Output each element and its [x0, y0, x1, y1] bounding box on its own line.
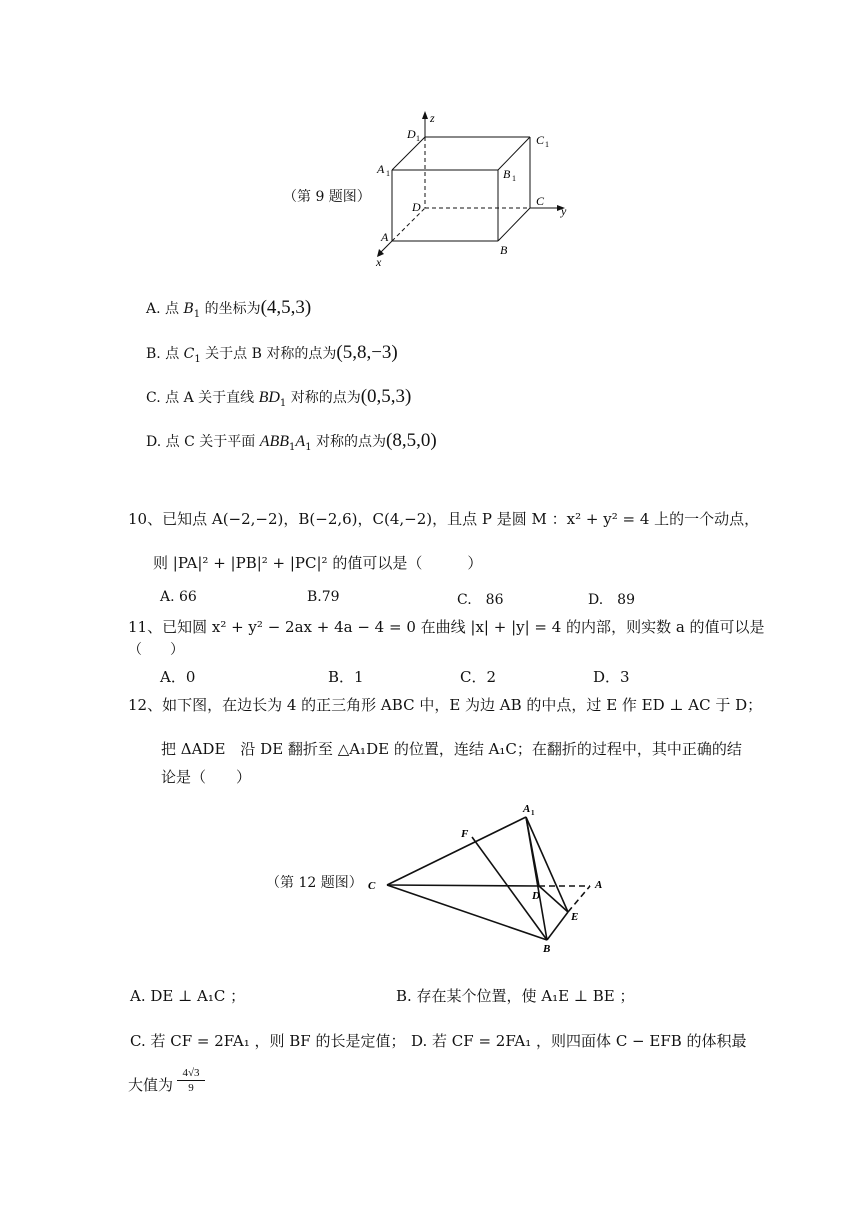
axis-x-label: x — [376, 255, 382, 269]
q12-option-d: D. 若 CF = 2FA₁ ，则四面体 C − EFB 的体积最 — [411, 1032, 747, 1050]
fraction-denominator: 9 — [188, 1082, 194, 1094]
label-A1-sub: 1 — [531, 809, 535, 817]
q9-option-a: A. 点 $B_1$ 的坐标为(4,5,3) — [146, 297, 312, 320]
q10-stem-line1: 10、已知点 A(−2,−2)，B(−2,6)，C(4,−2)，且点 P 是圆 M ：x² + y² = 4 上的一个动点， — [128, 510, 760, 528]
axis-z-label: z — [430, 111, 435, 125]
label-A1-sub: 1 — [386, 169, 390, 178]
q9-option-d: D. 点 C 关于平面 $ABB_1A_1$ 对称的点为(8,5,0) — [146, 430, 437, 453]
label-C: C — [536, 194, 545, 208]
label-A1: A — [377, 162, 385, 176]
q12-stem-line2: 把 ΔADE 沿 DE 翻折至 △A₁DE 的位置，连结 A₁C；在翻折的过程中，其中正确的结 — [161, 740, 742, 758]
q12-option-d-cont: 大值为 — [128, 1076, 174, 1094]
q9-option-b: B. 点 $C_1$ 关于点 B 对称的点为(5,8,−3) — [146, 342, 398, 365]
label-A: A — [595, 879, 603, 891]
label-D1-sub: 1 — [416, 134, 420, 143]
q12-figure-caption: （第 12 题图） — [266, 875, 363, 891]
q9-cuboid-figure — [360, 108, 600, 273]
label-B1-sub: 1 — [512, 174, 516, 183]
q11-stem-line2: （ ） — [128, 642, 184, 658]
label-E: E — [571, 911, 579, 923]
q9-figure-caption: （第 9 题图） — [283, 189, 371, 205]
label-C: C — [368, 880, 376, 892]
label-D: D — [412, 200, 421, 214]
axis-y-label: y — [561, 204, 567, 218]
q10-choice-d: D. 89 — [588, 592, 635, 608]
q12-option-b: B. 存在某个位置，使 A₁E ⊥ BE ； — [396, 987, 635, 1005]
q10-stem-line2: 则 |PA|² + |PB|² + |PC|² 的值可以是（ ） — [153, 554, 483, 572]
label-D1: D — [407, 127, 416, 141]
label-C1-sub: 1 — [545, 140, 549, 149]
q10-choice-b: B.79 — [307, 589, 340, 605]
q10-choice-c: C. 86 — [457, 592, 504, 608]
label-F: F — [461, 828, 469, 840]
q12-volume-fraction — [177, 1066, 205, 1095]
label-A: A — [381, 230, 389, 244]
q12-stem-line1: 12、如下图，在边长为 4 的正三角形 ABC 中，E 为边 AB 的中点，过 E 作 ED ⊥ AC 于 D； — [128, 696, 763, 714]
q12-fold-figure — [360, 800, 620, 955]
q9-option-c: C. 点 A 关于直线 $BD_1$ 对称的点为(0,5,3) — [146, 386, 412, 409]
fraction-numerator: 4√3 — [177, 1066, 205, 1081]
q12-stem-line3: 论是（ ） — [161, 768, 252, 786]
label-C1: C — [536, 133, 545, 147]
q11-choice-a: A．0 — [160, 668, 196, 686]
q11-stem-line1: 11、已知圆 x² + y² − 2ax + 4a − 4 = 0 在曲线 |x| + |y| = 4 的内部，则实数 a 的值可以是 — [128, 618, 765, 636]
label-B: B — [543, 943, 551, 955]
label-A1: A — [523, 803, 531, 815]
q11-choice-d: D．3 — [593, 668, 630, 686]
label-B1: B — [503, 167, 511, 181]
q11-choice-b: B．1 — [328, 668, 364, 686]
q11-choice-c: C．2 — [460, 668, 497, 686]
label-D: D — [532, 890, 540, 902]
q12-option-a: A. DE ⊥ A₁C ； — [130, 987, 246, 1005]
q10-choice-a: A. 66 — [160, 589, 197, 605]
q12-option-c: C. 若 CF = 2FA₁ ，则 BF 的长是定值； — [130, 1032, 406, 1050]
label-B: B — [500, 243, 508, 257]
